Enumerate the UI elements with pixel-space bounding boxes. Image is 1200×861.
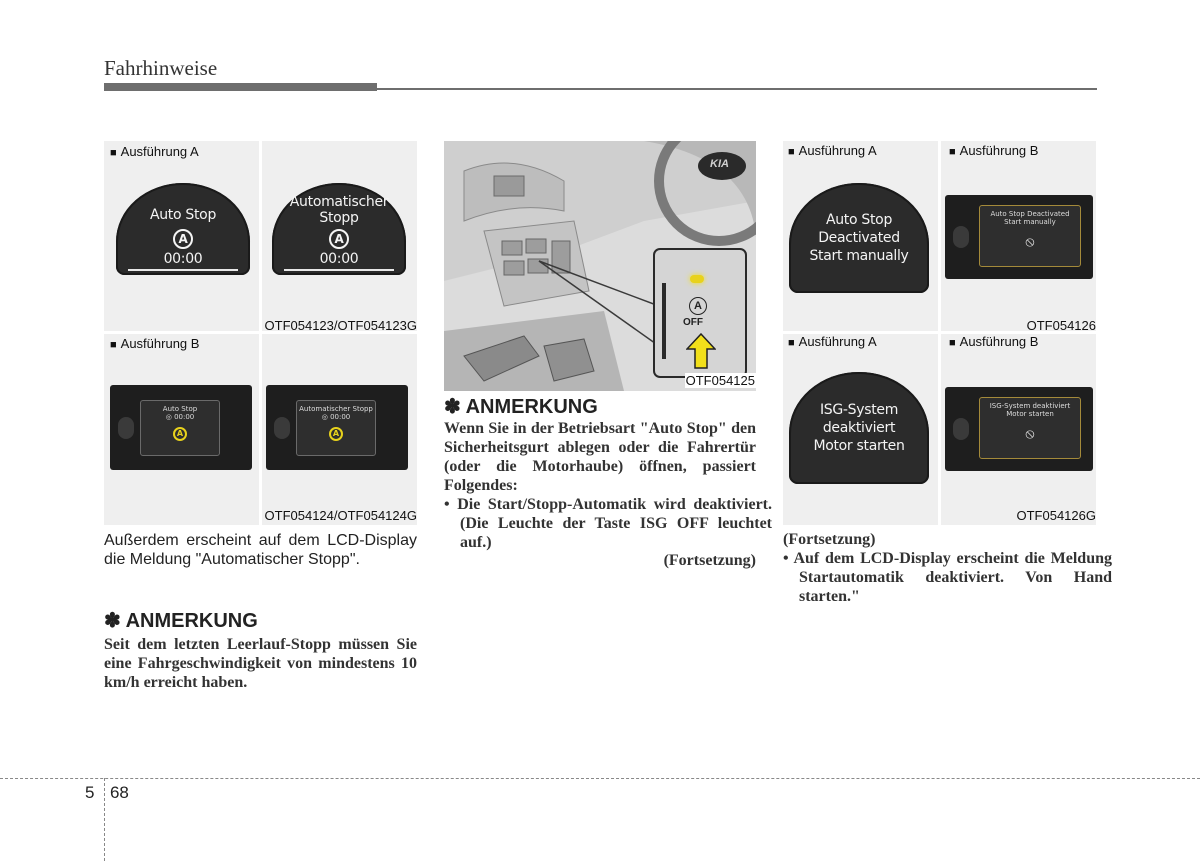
screen-text: Auto Stop Deactivated — [990, 210, 1070, 218]
auto-stop-icon: A — [272, 229, 406, 249]
figure-code: OTF054124/OTF054124G — [264, 508, 417, 523]
screen-text: Auto Stop — [162, 405, 198, 413]
footer-dashed-rule — [0, 778, 1200, 779]
figure-code: OTF054123/OTF054123G — [264, 318, 417, 333]
auto-stop-off-icon: ⦸ — [1025, 234, 1035, 250]
square-bullet-icon: ■ — [788, 146, 795, 158]
screen-text: Start manually — [1004, 218, 1056, 226]
variant-label: ■ Ausführung B — [110, 336, 200, 351]
screen-time: ◎ 00:00 — [321, 413, 351, 421]
cluster-knob — [118, 417, 134, 439]
figure-right — [783, 141, 1096, 525]
gauge-time: 00:00 — [319, 251, 359, 267]
note-bullet: • Die Start/Stopp-Automatik wird deaktiviert. (Die Leuchte der Taste ISG OFF leuchtet auf.) — [444, 496, 772, 551]
note-heading: ✽ ANMERKUNG — [444, 396, 598, 418]
press-arrow-icon — [686, 333, 716, 374]
variant-label: ■ Ausführung A — [788, 334, 877, 349]
cluster-screen — [979, 205, 1081, 267]
auto-stop-indicator-icon: A — [297, 427, 375, 441]
lcd-cluster-auto-stop-deactivated — [945, 195, 1093, 279]
cluster-knob — [953, 226, 969, 248]
page-number — [85, 783, 129, 803]
lcd-gauge-automatischer-stopp — [272, 183, 406, 275]
gauge-divider-line — [128, 269, 238, 271]
gauge-time: 00:00 — [163, 251, 203, 267]
page-header-title: Fahrhinweise — [104, 56, 218, 80]
indicator-light-icon — [690, 275, 704, 283]
lcd-cluster-automatischer-stopp — [266, 385, 408, 470]
gauge-text: Auto Stop — [149, 207, 217, 223]
auto-stop-indicator-icon: A — [141, 427, 219, 441]
note-heading: ✽ ANMERKUNG — [104, 610, 258, 632]
gauge-text: Start manually — [809, 248, 909, 264]
note-intro: Wenn Sie in der Betriebsart "Auto Stop" den Sicherheitsgurt ablegen oder die Fahrertür (oder die Motorhaube) öffnen, passiert Folgendes: — [444, 420, 756, 494]
gauge-text: Motor starten — [813, 438, 905, 454]
variant-label: ■ Ausführung B — [949, 334, 1039, 349]
lcd-gauge-isg-deaktiviert — [789, 372, 929, 484]
variant-label: ■ Ausführung A — [788, 143, 877, 158]
continuation-label: (Fortsetzung) — [783, 531, 876, 548]
screen-text: Automatischer Stopp — [299, 405, 373, 413]
screen-text: ISG-System deaktiviert — [989, 402, 1071, 410]
cluster-knob — [274, 417, 290, 439]
continuation-label: (Fortsetzung) — [663, 552, 756, 569]
auto-stop-off-icon: ⦸ — [1025, 426, 1035, 442]
lcd-cluster-auto-stop — [110, 385, 252, 470]
cluster-screen — [979, 397, 1081, 459]
gauge-divider-line — [284, 269, 394, 271]
square-bullet-icon: ■ — [110, 147, 117, 159]
auto-stop-icon: A — [116, 229, 250, 249]
square-bullet-icon: ■ — [949, 146, 956, 158]
note-body: Seit dem letzten Leerlauf-Stopp müssen Sie eine Fahrgeschwindigkeit von mindestens 10 km/h erreicht haben. — [104, 636, 417, 691]
chapter-number: 5 — [85, 783, 95, 802]
screen-time: ◎ 00:00 — [165, 413, 195, 421]
lcd-gauge-auto-stop — [116, 183, 250, 275]
brand-logo: KIA — [710, 158, 729, 170]
gauge-text: deaktiviert — [822, 420, 896, 436]
cluster-screen — [296, 400, 376, 456]
gauge-text: Auto Stop — [825, 212, 893, 228]
continuation-bullet: • Auf dem LCD-Display erscheint die Meldung Startautomatik deaktiviert. Von Hand starten." — [783, 550, 1112, 605]
screen-text: Motor starten — [1006, 410, 1054, 418]
gauge-text: Automatischer — [289, 194, 389, 210]
header-rule-thick — [104, 83, 377, 91]
figure-code: OTF054126 — [1026, 318, 1096, 333]
header-rule-thin — [377, 88, 1097, 90]
figure-code: OTF054125 — [685, 373, 755, 388]
gauge-text: Deactivated — [818, 230, 900, 246]
lcd-cluster-isg-deaktiviert — [945, 387, 1093, 471]
paragraph-lcd-message: Außerdem erscheint auf dem LCD-Display die Meldung "Automatischer Stopp". — [104, 532, 417, 568]
arrow-up-icon — [686, 333, 716, 369]
gauge-text: ISG-System — [819, 402, 899, 418]
square-bullet-icon: ■ — [110, 339, 117, 351]
isg-button-icon: A — [689, 297, 707, 315]
figure-code: OTF054126G — [1016, 508, 1096, 523]
figure-dashboard-isg-button — [444, 141, 756, 391]
page-number-value: 68 — [109, 783, 129, 802]
cluster-knob — [953, 418, 969, 440]
isg-button-label: OFF — [683, 317, 703, 328]
square-bullet-icon: ■ — [788, 337, 795, 349]
square-bullet-icon: ■ — [949, 337, 956, 349]
figure-left — [104, 141, 417, 525]
cluster-screen — [140, 400, 220, 456]
gauge-text: Stopp — [319, 210, 359, 226]
variant-label: ■ Ausführung A — [110, 144, 199, 159]
lcd-gauge-auto-stop-deactivated — [789, 183, 929, 293]
variant-label: ■ Ausführung B — [949, 143, 1039, 158]
